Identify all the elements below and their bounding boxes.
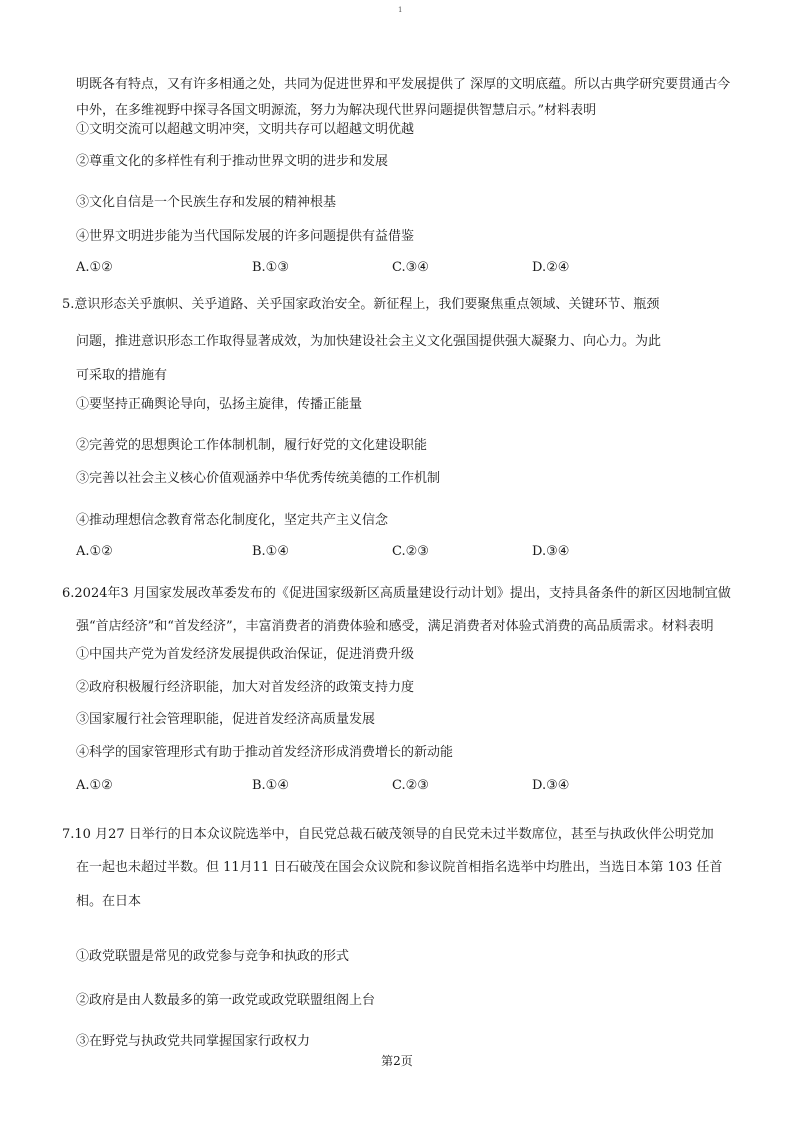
q7-stem-line-1: 7.10 月27 日举行的日本众议院选举中，自民党总裁石破茂领导的自民党未过半数席位，甚至与执政伙伴公明党加: [62, 827, 714, 842]
q4-option-c: C.③④: [392, 260, 429, 275]
q5-stem-line-1: 5.意识形态关乎旗帜、关乎道路、关乎国家政治安全。新征程上，我们要聚焦重点领域、关键环节、瓶颈: [62, 297, 660, 312]
q5-option-b: B.①④: [252, 544, 289, 559]
q4-option-d: D.②④: [532, 260, 570, 275]
q6-option-c: C.②③: [392, 778, 429, 793]
q6-option-b: B.①④: [252, 778, 289, 793]
q4-item-4: ④世界文明进步能为当代国际发展的许多问题提供有益借鉴: [76, 229, 415, 244]
q4-item-1: ①文明交流可以超越文明冲突，文明共存可以超越文明优越: [76, 122, 415, 137]
q5-item-1: ①要坚持正确舆论导向，弘扬主旋律，传播正能量: [76, 397, 363, 412]
q6-option-d: D.③④: [532, 778, 570, 793]
q5-option-c: C.②③: [392, 544, 429, 559]
q6-item-1: ①中国共产党为首发经济发展提供政治保证，促进消费升级: [76, 647, 415, 662]
q5-item-2: ②完善党的思想舆论工作体制机制，履行好党的文化建设职能: [76, 438, 428, 453]
q5-stem-line-2: 问题，推进意识形态工作取得显著成效，为加快建设社会主义文化强国提供强大凝聚力、向心力。为此: [76, 334, 662, 349]
q4-item-3: ③文化自信是一个民族生存和发展的精神根基: [76, 195, 337, 210]
q7-stem-line-3: 相。在日本: [76, 894, 142, 909]
q7-stem-line-2: 在一起也未超过半数。但 11月11 日石破茂在国会众议院和参议院首相指名选举中均胜出，当选日本第 103 任首: [76, 860, 723, 875]
q5-stem-line-3: 可采取的措施有: [76, 368, 168, 383]
q7-item-1: ①政党联盟是常见的政党参与竞争和执政的形式: [76, 949, 350, 964]
page-top-mark: 1: [398, 6, 403, 14]
q6-stem-line-2: 强“首店经济”和“首发经济”，丰富消费者的消费体验和感受，满足消费者对体验式消费的高品质需求。材料表明: [76, 619, 714, 634]
q7-item-2: ②政府是由人数最多的第一政党或政党联盟组阁上台: [76, 993, 376, 1008]
q4-option-b: B.①③: [252, 260, 289, 275]
q5-option-a: A.①②: [76, 544, 113, 559]
q6-option-a: A.①②: [76, 778, 113, 793]
intro-line-1: 明既各有特点，又有许多相通之处，共同为促进世界和平发展提供了 深厚的文明底蕴。所以古典学研究要贯通古今: [76, 77, 731, 92]
q4-option-a: A.①②: [76, 260, 113, 275]
q6-item-2: ②政府积极履行经济职能，加大对首发经济的政策支持力度: [76, 680, 415, 695]
q4-item-2: ②尊重文化的多样性有利于推动世界文明的进步和发展: [76, 154, 389, 169]
q5-item-3: ③完善以社会主义核心价值观涵养中华优秀传统美德的工作机制: [76, 471, 441, 486]
q5-option-d: D.③④: [532, 544, 570, 559]
q6-item-3: ③国家履行社会管理职能，促进首发经济高质量发展: [76, 712, 376, 727]
q5-item-4: ④推动理想信念教育常态化制度化，坚定共产主义信念: [76, 513, 389, 528]
q6-stem-line-1: 6.2024年3 月国家发展改革委发布的《促进国家级新区高质量建设行动计划》提出，支持具备条件的新区因地制宜做: [62, 586, 731, 601]
intro-line-2: 中外，在多维视野中探寻各国文明源流，努力为解决现代世界问题提供智慧启示。”材料表明: [76, 103, 597, 118]
page-number: 第2页: [381, 1054, 413, 1068]
q6-item-4: ④科学的国家管理形式有助于推动首发经济形成消费增长的新动能: [76, 745, 454, 760]
q7-item-3: ③在野党与执政党共同掌握国家行政权力: [76, 1034, 311, 1049]
